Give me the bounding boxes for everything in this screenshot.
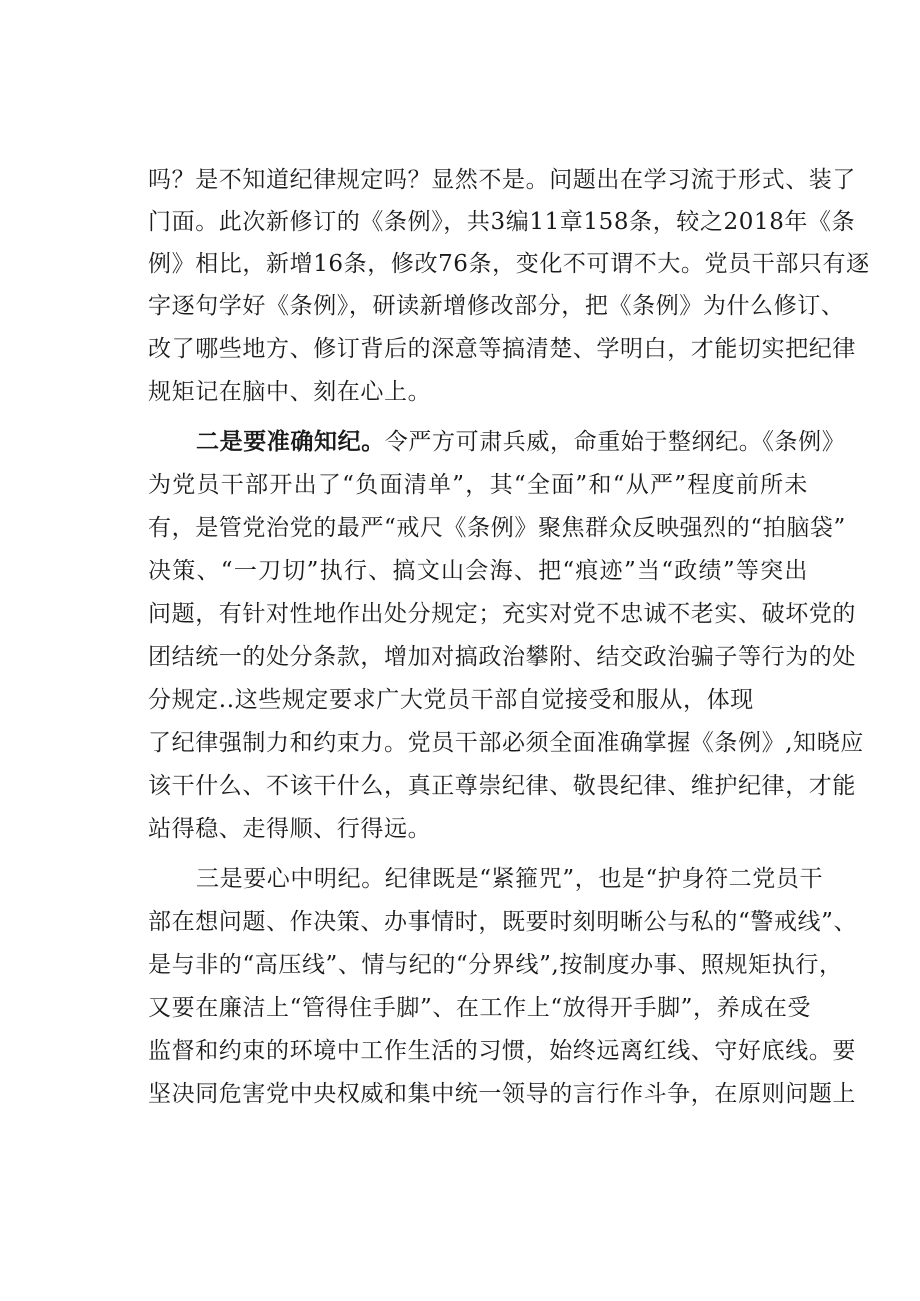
paragraph-1-line-1: 吗？是不知道纪律规定吗？显然不是。问题出在学习流于形式、装了 (148, 167, 856, 193)
paragraph-2-line-8: 了纪律强制力和约束力。党员干部必须全面准确掌握《条例》,知晓应 (148, 730, 864, 756)
paragraph-2-heading: 二是要准确知纪。 (196, 428, 385, 455)
paragraph-2-line-3: 有，是管党治党的最严“戒尺《条例》聚焦群众反映强烈的“拍脑袋” (148, 515, 846, 541)
paragraph-2-line-9: 该干什么、不该干什么，真正尊崇纪律、敬畏纪律、维护纪律，才能 (148, 773, 856, 799)
paragraph-3-line-3: 是与非的“高压线”、情与纪的“分界线”,按制度办事、照规矩执行， (148, 952, 843, 978)
paragraph-2-line-2: 为党员干部开出了“负面清单”，其“全面”和“从严”程度前所未 (148, 472, 808, 498)
paragraph-1-line-2: 门面。此次新修订的《条例》，共3编11章158条，较之2018年《条 (148, 209, 856, 235)
paragraph-1-line-4: 字逐句学好《条例》，研读新增修改部分，把《条例》为什么修订、 (148, 293, 845, 319)
paragraph-2-line-1-text: 令严方可肃兵威，命重始于整纲纪。《条例》 (384, 429, 846, 455)
paragraph-1-line-5: 改了哪些地方、修订背后的深意等搞清楚、学明白，才能切实把纪律 (148, 336, 856, 362)
paragraph-2-line-7: 分规定..这些规定要求广大党员干部自觉接受和服从，体现 (148, 687, 754, 713)
paragraph-3-line-2: 部在想问题、作决策、办事情时，既要时刻明晰公与私的“警戒线”、 (148, 909, 858, 935)
paragraph-1-line-3: 例》相比，新增16条，修改76条，变化不可谓不大。党员干部只有逐 (148, 251, 870, 277)
paragraph-2-line-10: 站得稳、走得顺、行得远。 (148, 816, 432, 842)
paragraph-3-line-4: 又要在廉洁上“管得住手脚”、在工作上“放得开手脚”，养成在受 (148, 995, 812, 1021)
paragraph-2-line-6: 团结统一的处分条款，增加对搞政治攀附、结交政治骗子等行为的处 (148, 644, 856, 670)
paragraph-3-line-6: 坚决同危害党中央权威和集中统一领导的言行作斗争，在原则问题上 (148, 1081, 856, 1107)
paragraph-2-line-4: 决策、“一刀切”执行、搞文山会海、把“痕迹”当“政绩”等突出 (148, 558, 808, 584)
paragraph-2-line-5: 问题，有针对性地作出处分规定；充实对党不忠诚不老实、破坏党的 (148, 601, 856, 627)
paragraph-2-line-1 (196, 422, 846, 462)
paragraph-3-line-1: 三是要心中明纪。纪律既是“紧箍咒”，也是“护身符二党员干 (196, 866, 824, 892)
paragraph-3-line-5: 监督和约束的环境中工作生活的习惯，始终远离红线、守好底线。要 (148, 1038, 856, 1064)
paragraph-1-line-6: 规矩记在脑中、刻在心上。 (148, 379, 432, 405)
